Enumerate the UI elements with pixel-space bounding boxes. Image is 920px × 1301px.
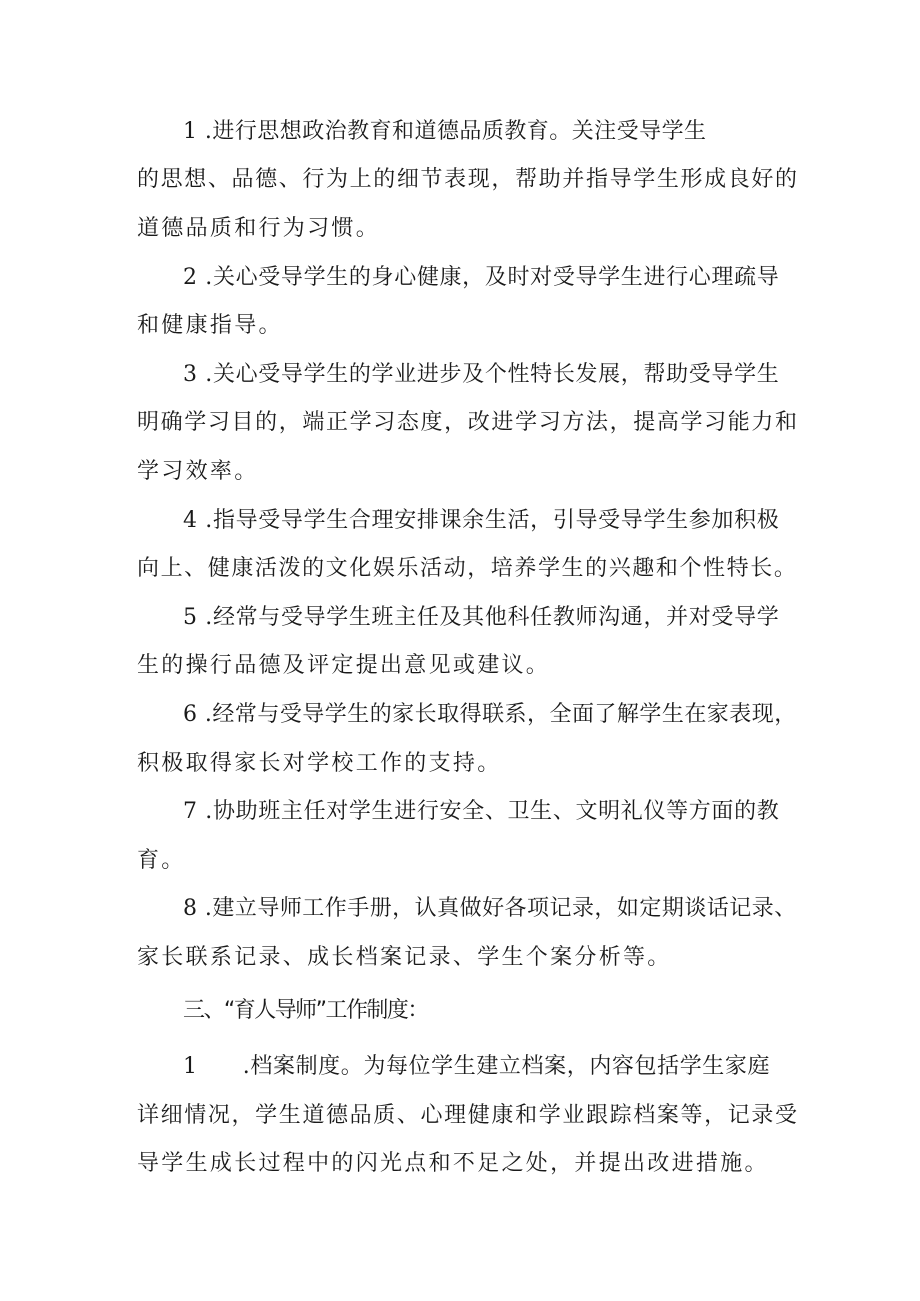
- item-6-line-2: 积极取得家长对学校工作的支持。: [137, 751, 502, 776]
- item-8-line-1: 8 .建立导师工作手册，认真做好各项记录，如定期谈话记录、: [183, 896, 797, 921]
- item-3-line-2: 明确学习目的，端正学习态度，改进学习方法，提高学习能力和: [137, 410, 797, 435]
- system-item-1-line-2: 详细情况，学生道德品质、心理健康和学业跟踪档案等，记录受: [137, 1103, 797, 1128]
- item-3-line-1: 3 .关心受导学生的学业进步及个性特长发展，帮助受导学生: [183, 362, 780, 387]
- item-1-line-1: 1 .进行思想政治教育和道德品质教育。关注受导学生: [183, 119, 707, 144]
- item-4-line-1: 4 .指导受导学生合理安排课余生活，引导受导学生参加积极: [183, 508, 780, 533]
- item-5-line-2: 生的操行品德及评定提出意见或建议。: [137, 653, 551, 678]
- item-8-line-2: 家长联系记录、成长档案记录、学生个案分析等。: [137, 945, 672, 970]
- item-3-line-3: 学习效率。: [137, 459, 259, 484]
- section-heading: 三、“育人导师”工作制度：: [183, 998, 428, 1023]
- item-5-line-1: 5 .经常与受导学生班主任及其他科任教师沟通，并对受导学: [183, 605, 780, 630]
- item-2-line-2: 和健康指导。: [137, 313, 283, 338]
- item-6-line-1: 6 .经常与受导学生的家长取得联系，全面了解学生在家表现，: [183, 702, 797, 727]
- item-7-line-1: 7 .协助班主任对学生进行安全、卫生、文明礼仪等方面的教: [183, 799, 780, 824]
- item-4-line-2: 向上、健康活泼的文化娱乐活动，培养学生的兴趣和个性特长。: [137, 556, 798, 581]
- system-item-1-line-3: 导学生成长过程中的闪光点和不足之处，并提出改进措施。: [137, 1151, 769, 1176]
- system-item-1-line-1: 1 .档案制度。为每位学生建立档案，内容包括学生家庭: [183, 1054, 771, 1079]
- item-7-line-2: 育。: [137, 848, 186, 873]
- item-1-line-2: 的思想、品德、行为上的细节表现，帮助并指导学生形成良好的: [137, 167, 797, 192]
- item-2-line-1: 2 .关心受导学生的身心健康，及时对受导学生进行心理疏导: [183, 265, 780, 290]
- item-1-line-3: 道德品质和行为习惯。: [137, 216, 381, 241]
